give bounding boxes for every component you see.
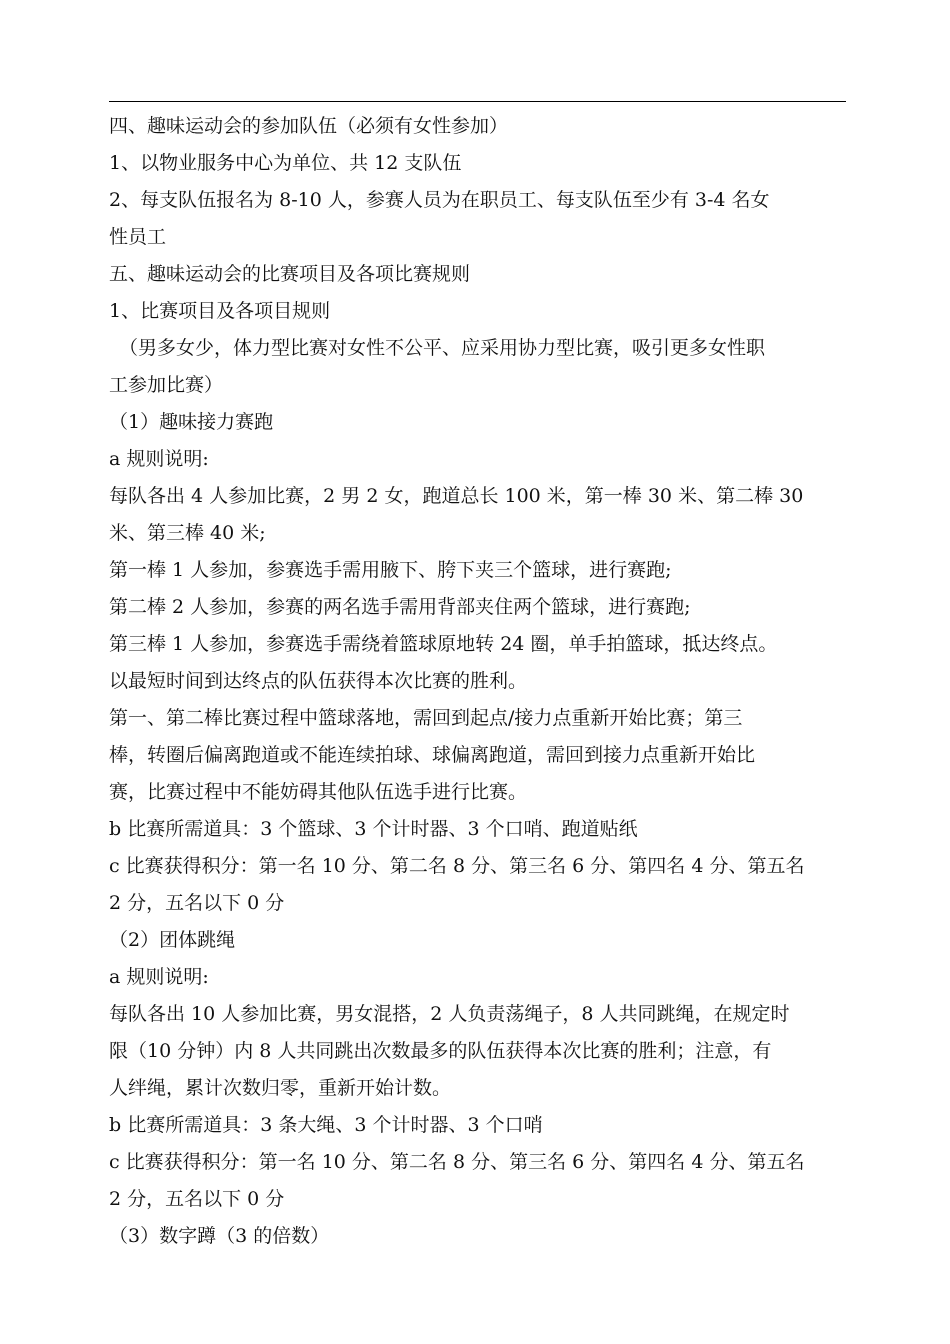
text-line: （1）趣味接力赛跑 [109, 411, 274, 433]
text-line: 以最短时间到达终点的队伍获得本次比赛的胜利。 [109, 670, 528, 692]
text-line: 五、趣味运动会的比赛项目及各项比赛规则 [109, 263, 471, 285]
text-line: 限（10 分钟）内 8 人共同跳出次数最多的队伍获得本次比赛的胜利；注意，有 [109, 1040, 772, 1062]
text-line: 第一、第二棒比赛过程中篮球落地，需回到起点/接力点重新开始比赛；第三 [109, 707, 743, 729]
text-line: （3）数字蹲（3 的倍数） [109, 1225, 330, 1247]
text-line: 1、以物业服务中心为单位、共 12 支队伍 [109, 152, 462, 174]
text-line: 第一棒 1 人参加，参赛选手需用腋下、胯下夹三个篮球，进行赛跑; [109, 559, 672, 581]
text-line: 棒，转圈后偏离跑道或不能连续拍球、球偏离跑道，需回到接力点重新开始比 [109, 744, 756, 766]
text-line: b 比赛所需道具：3 个篮球、3 个计时器、3 个口哨、跑道贴纸 [109, 818, 638, 840]
text-line: c 比赛获得积分：第一名 10 分、第二名 8 分、第三名 6 分、第四名 4 分、第五名 [109, 1151, 805, 1173]
text-line: a 规则说明: [109, 448, 209, 470]
text-line: 每队各出 4 人参加比赛，2 男 2 女，跑道总长 100 米，第一棒 30 米、第二棒 30 [109, 485, 804, 507]
text-line: c 比赛获得积分：第一名 10 分、第二名 8 分、第三名 6 分、第四名 4 分、第五名 [109, 855, 805, 877]
text-line: 人绊绳，累计次数归零，重新开始计数。 [109, 1077, 452, 1099]
header-rule [109, 101, 846, 102]
text-line: 性员工 [109, 226, 167, 248]
text-line: 2 分，五名以下 0 分 [109, 1188, 285, 1210]
text-line: 赛，比赛过程中不能妨碍其他队伍选手进行比赛。 [109, 781, 528, 803]
text-line: 1、比赛项目及各项目规则 [109, 300, 331, 322]
text-line: a 规则说明: [109, 966, 209, 988]
text-line: （男多女少，体力型比赛对女性不公平、应采用协力型比赛，吸引更多女性职 [119, 337, 766, 359]
text-line: 第二棒 2 人参加，参赛的两名选手需用背部夹住两个篮球，进行赛跑; [109, 596, 691, 618]
text-line: 2、每支队伍报名为 8-10 人，参赛人员为在职员工、每支队伍至少有 3-4 名女 [109, 189, 770, 211]
text-line: 四、趣味运动会的参加队伍（必须有女性参加） [109, 115, 509, 137]
document-body [109, 108, 854, 1255]
text-line: 工参加比赛） [109, 374, 224, 396]
text-line: 第三棒 1 人参加，参赛选手需绕着篮球原地转 24 圈，单手拍篮球，抵达终点。 [109, 633, 778, 655]
text-line: b 比赛所需道具：3 条大绳、3 个计时器、3 个口哨 [109, 1114, 543, 1136]
text-line: 每队各出 10 人参加比赛，男女混搭，2 人负责荡绳子，8 人共同跳绳，在规定时 [109, 1003, 790, 1025]
text-line: 2 分，五名以下 0 分 [109, 892, 285, 914]
text-line: （2）团体跳绳 [109, 929, 236, 951]
text-line: 米、第三棒 40 米; [109, 522, 266, 544]
